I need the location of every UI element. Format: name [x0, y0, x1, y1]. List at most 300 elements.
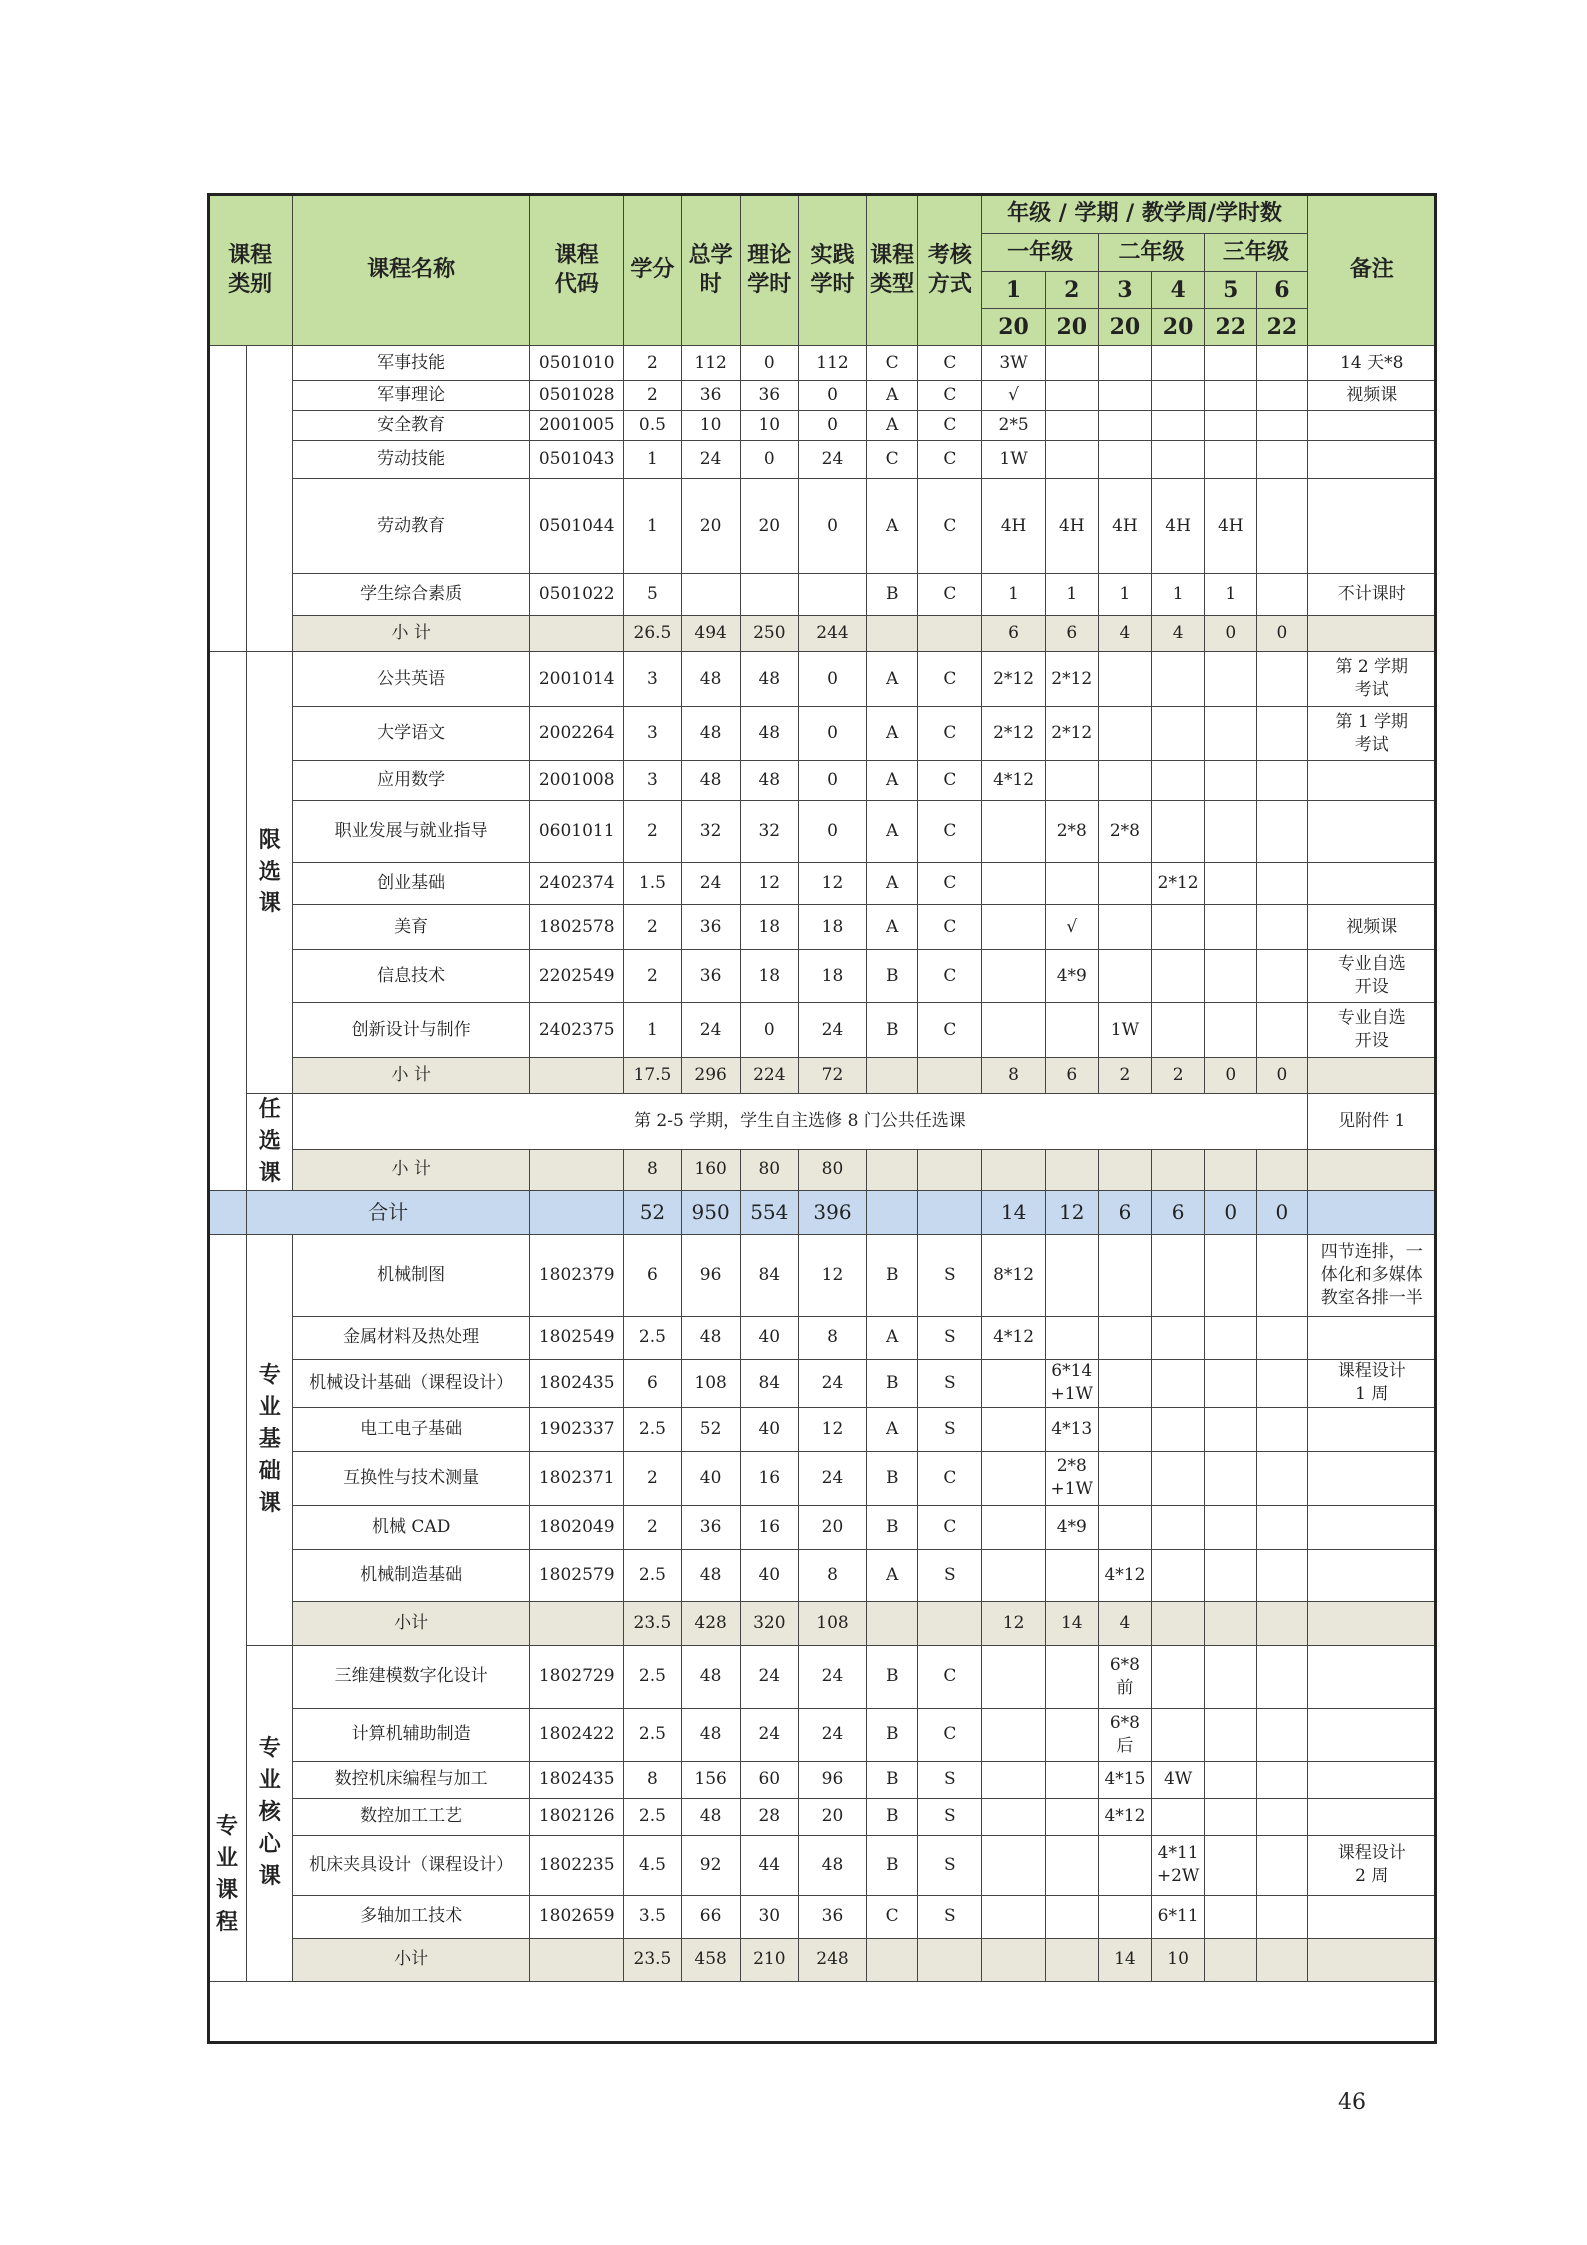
- table-cell: 18: [740, 905, 798, 950]
- table-cell: 4H: [982, 479, 1045, 574]
- table-cell: [1098, 381, 1151, 411]
- table-cell: 4.5: [624, 1835, 681, 1895]
- table-row: [208, 1645, 1437, 1708]
- table-cell: 专业自选 开设: [1307, 1003, 1437, 1058]
- table-cell: A: [867, 652, 918, 707]
- course-name: 数控加工工艺: [293, 1798, 530, 1835]
- table-cell: [1098, 1505, 1151, 1549]
- table-cell: √: [1045, 905, 1098, 950]
- course-name: 小计: [293, 1601, 530, 1645]
- table-cell: 52: [624, 1190, 681, 1234]
- table-cell: 8: [624, 1149, 681, 1190]
- table-row: [208, 1359, 1437, 1407]
- course-name: 计算机辅助制造: [293, 1708, 530, 1761]
- table-cell: 1W: [1098, 1003, 1151, 1058]
- table-cell: [1307, 479, 1437, 574]
- table-row: [208, 1895, 1437, 1938]
- table-cell: [1098, 761, 1151, 801]
- course-code: 1802549: [530, 1316, 624, 1359]
- table-cell: 第 2 学期 考试: [1307, 652, 1437, 707]
- table-cell: [982, 1451, 1045, 1505]
- table-cell: [1307, 1645, 1437, 1708]
- table-cell: [982, 1708, 1045, 1761]
- course-name: 机床夹具设计（课程设计）: [293, 1835, 530, 1895]
- table-cell: 6: [982, 616, 1045, 652]
- table-row: [208, 1798, 1437, 1835]
- table-cell: 0: [740, 346, 798, 381]
- table-cell: 320: [740, 1601, 798, 1645]
- course-name: 创新设计与制作: [293, 1003, 530, 1058]
- course-code: 2001008: [530, 761, 624, 801]
- table-cell: 8: [624, 1761, 681, 1798]
- table-cell: [1257, 905, 1307, 950]
- table-cell: 108: [798, 1601, 866, 1645]
- category-label-professional: 专 业 课 程: [208, 1234, 247, 1981]
- table-cell: 48: [681, 761, 740, 801]
- table-cell: [1045, 1234, 1098, 1316]
- table-cell: [1098, 1316, 1151, 1359]
- table-cell: [1205, 1359, 1257, 1407]
- table-cell: 0: [798, 707, 866, 761]
- table-cell: 4*15: [1098, 1761, 1151, 1798]
- table-cell: A: [867, 1407, 918, 1451]
- course-code: 2001014: [530, 652, 624, 707]
- table-cell: B: [867, 1708, 918, 1761]
- table-cell: 40: [740, 1549, 798, 1601]
- table-cell: [982, 801, 1045, 863]
- table-cell: 24: [798, 1645, 866, 1708]
- table-cell: [1257, 1451, 1307, 1505]
- header-semester-3: 3: [1098, 272, 1151, 309]
- table-cell: C: [918, 441, 982, 479]
- table-cell: [530, 1190, 624, 1234]
- table-cell: [1307, 761, 1437, 801]
- header-credit: 学分: [624, 194, 681, 346]
- table-cell: √: [982, 381, 1045, 411]
- table-cell: [1045, 1316, 1098, 1359]
- table-cell: [1045, 346, 1098, 381]
- table-cell: [1045, 411, 1098, 441]
- table-cell: 0: [1205, 616, 1257, 652]
- table-cell: [1307, 801, 1437, 863]
- table-cell: 554: [740, 1190, 798, 1234]
- course-code: 1902337: [530, 1407, 624, 1451]
- table-cell: [1307, 1505, 1437, 1549]
- table-cell: 18: [798, 905, 866, 950]
- table-cell: C: [918, 1505, 982, 1549]
- table-cell: 四节连排，一 体化和多媒体 教室各排一半: [1307, 1234, 1437, 1316]
- table-cell: 14: [1098, 1938, 1151, 1981]
- table-cell: 6: [1098, 1190, 1151, 1234]
- table-cell: 6: [624, 1234, 681, 1316]
- table-cell: 8: [798, 1316, 866, 1359]
- table-cell: [1152, 411, 1205, 441]
- course-name: 职业发展与就业指导: [293, 801, 530, 863]
- table-cell: 4: [1152, 616, 1205, 652]
- table-cell: [1307, 1938, 1437, 1981]
- table-cell: 14: [1045, 1601, 1098, 1645]
- table-cell: 0: [798, 411, 866, 441]
- table-row: [208, 950, 1437, 1003]
- table-cell: C: [918, 381, 982, 411]
- course-code: 2402374: [530, 863, 624, 905]
- table-cell: [982, 905, 1045, 950]
- table-cell: [1205, 652, 1257, 707]
- table-cell: [1307, 1708, 1437, 1761]
- table-row: [208, 905, 1437, 950]
- table-row: [208, 1835, 1437, 1895]
- table-row: [208, 652, 1437, 707]
- table-cell: [1045, 441, 1098, 479]
- table-row: [208, 1708, 1437, 1761]
- table-cell: A: [867, 479, 918, 574]
- course-name: 信息技术: [293, 950, 530, 1003]
- table-row: [208, 801, 1437, 863]
- course-name: 多轴加工技术: [293, 1895, 530, 1938]
- table-cell: [1307, 1601, 1437, 1645]
- table-cell: [1152, 905, 1205, 950]
- table-cell: [1257, 1895, 1307, 1938]
- table-cell: 6: [1152, 1190, 1205, 1234]
- header-exam-method: 考核 方式: [918, 194, 982, 346]
- header-weeks-semester-2: 20: [1045, 309, 1098, 346]
- table-cell: 24: [681, 863, 740, 905]
- course-code: 1802659: [530, 1895, 624, 1938]
- table-cell: 12: [798, 1407, 866, 1451]
- header-semester-4: 4: [1152, 272, 1205, 309]
- table-cell: 44: [740, 1835, 798, 1895]
- table-cell: 1: [1152, 574, 1205, 616]
- course-name: 电工电子基础: [293, 1407, 530, 1451]
- table-cell: 2*12: [1045, 652, 1098, 707]
- table-cell: 2: [624, 1451, 681, 1505]
- course-code: 1802371: [530, 1451, 624, 1505]
- category-cell-public-2: [208, 652, 247, 1094]
- table-cell: [982, 1895, 1045, 1938]
- table-cell: [1307, 1316, 1437, 1359]
- course-code: 2202549: [530, 950, 624, 1003]
- table-cell: 36: [681, 381, 740, 411]
- table-cell: [1205, 441, 1257, 479]
- table-cell: [918, 1601, 982, 1645]
- table-cell: [1045, 1645, 1098, 1708]
- table-cell: [1257, 1708, 1307, 1761]
- table-cell: [1098, 652, 1151, 707]
- course-name: 小 计: [293, 1149, 530, 1190]
- table-cell: 0: [1205, 1058, 1257, 1094]
- table-cell: B: [867, 1761, 918, 1798]
- table-cell: [1257, 1234, 1307, 1316]
- table-cell: 0: [1257, 1190, 1307, 1234]
- table-cell: 0: [1257, 1058, 1307, 1094]
- table-cell: 0: [1257, 616, 1307, 652]
- table-cell: 156: [681, 1761, 740, 1798]
- table-cell: 2: [1098, 1058, 1151, 1094]
- table-cell: [1098, 1149, 1151, 1190]
- table-cell: 1: [1098, 574, 1151, 616]
- group-label-limited-elective: 限 选 课: [247, 652, 293, 1094]
- header-weeks-semester-5: 22: [1205, 309, 1257, 346]
- course-name: 安全教育: [293, 411, 530, 441]
- course-name: 机械制图: [293, 1234, 530, 1316]
- table-cell: [1257, 1645, 1307, 1708]
- table-cell: 24: [681, 441, 740, 479]
- table-cell: [982, 1003, 1045, 1058]
- table-cell: 2*12: [982, 652, 1045, 707]
- table-cell: [798, 574, 866, 616]
- table-cell: 0.5: [624, 411, 681, 441]
- table-cell: [1257, 950, 1307, 1003]
- course-code: 1802422: [530, 1708, 624, 1761]
- table-cell: [740, 574, 798, 616]
- table-cell: A: [867, 863, 918, 905]
- table-cell: S: [918, 1798, 982, 1835]
- course-name: 劳动技能: [293, 441, 530, 479]
- table-cell: [1205, 1938, 1257, 1981]
- course-code: 2001005: [530, 411, 624, 441]
- table-cell: [1257, 1407, 1307, 1451]
- table-cell: [1257, 346, 1307, 381]
- course-code: 1802049: [530, 1505, 624, 1549]
- table-cell: 0: [798, 479, 866, 574]
- table-cell: B: [867, 574, 918, 616]
- table-cell: [1045, 381, 1098, 411]
- table-cell: [1257, 1505, 1307, 1549]
- table-cell: C: [918, 1708, 982, 1761]
- table-row: [208, 1407, 1437, 1451]
- table-cell: 1: [982, 574, 1045, 616]
- table-cell: B: [867, 1645, 918, 1708]
- table-cell: [1205, 1549, 1257, 1601]
- table-cell: [982, 1505, 1045, 1549]
- table-row: [208, 863, 1437, 905]
- table-cell: 458: [681, 1938, 740, 1981]
- table-cell: 210: [740, 1938, 798, 1981]
- table-cell: 48: [681, 1798, 740, 1835]
- header-course-code: 课程 代码: [530, 194, 624, 346]
- table-row: [208, 411, 1437, 441]
- table-cell: A: [867, 801, 918, 863]
- table-cell: [918, 1058, 982, 1094]
- course-code: 0501028: [530, 381, 624, 411]
- table-cell: 96: [798, 1761, 866, 1798]
- table-cell: [1098, 905, 1151, 950]
- table-cell: [982, 1938, 1045, 1981]
- table-cell: [1205, 1003, 1257, 1058]
- table-cell: [982, 950, 1045, 1003]
- table-cell: S: [918, 1316, 982, 1359]
- table-cell: 28: [740, 1798, 798, 1835]
- table-cell: 2: [624, 381, 681, 411]
- course-code: 1802729: [530, 1645, 624, 1708]
- table-cell: 10: [740, 411, 798, 441]
- table-cell: C: [918, 574, 982, 616]
- table-cell: A: [867, 381, 918, 411]
- table-cell: [1205, 1149, 1257, 1190]
- table-cell: [1152, 761, 1205, 801]
- table-cell: 6*8 前: [1098, 1645, 1151, 1708]
- table-cell: 8: [798, 1549, 866, 1601]
- table-cell: [1152, 1003, 1205, 1058]
- table-row: [208, 1505, 1437, 1549]
- table-cell: [1205, 1451, 1257, 1505]
- table-cell: 1.5: [624, 863, 681, 905]
- table-cell: [1152, 1505, 1205, 1549]
- table-cell: [1152, 1407, 1205, 1451]
- table-cell: 2*8 +1W: [1045, 1451, 1098, 1505]
- table-cell: [1205, 1505, 1257, 1549]
- table-cell: 48: [681, 1549, 740, 1601]
- table-cell: 第 1 学期 考试: [1307, 707, 1437, 761]
- course-name: 三维建模数字化设计: [293, 1645, 530, 1708]
- table-cell: C: [918, 950, 982, 1003]
- table-cell: 92: [681, 1835, 740, 1895]
- table-cell: 20: [798, 1798, 866, 1835]
- table-cell: 224: [740, 1058, 798, 1094]
- free-elective-row: [208, 1094, 1437, 1150]
- course-code: 0501022: [530, 574, 624, 616]
- header-course-type: 课程 类型: [867, 194, 918, 346]
- course-code: [530, 1058, 624, 1094]
- table-cell: [1257, 479, 1307, 574]
- table-cell: S: [918, 1549, 982, 1601]
- table-cell: 428: [681, 1601, 740, 1645]
- table-cell: [1152, 1798, 1205, 1835]
- table-cell: 6: [624, 1359, 681, 1407]
- table-cell: 48: [681, 1708, 740, 1761]
- table-cell: C: [918, 1645, 982, 1708]
- table-cell: [1205, 761, 1257, 801]
- table-row: [208, 441, 1437, 479]
- table-cell: 4*12: [1098, 1549, 1151, 1601]
- table-cell: 3: [624, 761, 681, 801]
- table-cell: [1098, 1895, 1151, 1938]
- table-cell: 4*12: [982, 1316, 1045, 1359]
- header-weeks-semester-6: 22: [1257, 309, 1307, 346]
- table-row: [208, 707, 1437, 761]
- table-cell: 60: [740, 1761, 798, 1798]
- group-cell-public-required: [247, 346, 293, 652]
- table-cell: C: [918, 1003, 982, 1058]
- table-cell: [918, 1149, 982, 1190]
- table-cell: 32: [681, 801, 740, 863]
- table-cell: [681, 574, 740, 616]
- course-name: 劳动教育: [293, 479, 530, 574]
- table-cell: 4*11 +2W: [1152, 1835, 1205, 1895]
- table-cell: [1205, 863, 1257, 905]
- curriculum-table: [207, 193, 1437, 1982]
- table-cell: [1205, 1798, 1257, 1835]
- group-label-free-elective: 任 选 课: [247, 1094, 293, 1191]
- course-name: 小计: [293, 1938, 530, 1981]
- course-name: 公共英语: [293, 652, 530, 707]
- course-name: 美育: [293, 905, 530, 950]
- course-name: 小 计: [293, 1058, 530, 1094]
- course-name: 小 计: [293, 616, 530, 652]
- table-cell: [1098, 1451, 1151, 1505]
- table-row: [208, 381, 1437, 411]
- course-code: 1802379: [530, 1234, 624, 1316]
- table-cell: 12: [798, 1234, 866, 1316]
- table-cell: S: [918, 1359, 982, 1407]
- table-cell: A: [867, 905, 918, 950]
- table-cell: 2*8: [1045, 801, 1098, 863]
- table-cell: [1045, 1895, 1098, 1938]
- table-cell: [1257, 1601, 1307, 1645]
- table-cell: S: [918, 1835, 982, 1895]
- course-code: 1802579: [530, 1549, 624, 1601]
- table-cell: 4*9: [1045, 1505, 1098, 1549]
- table-cell: [1257, 1549, 1307, 1601]
- header-weeks-semester-4: 20: [1152, 309, 1205, 346]
- header-practice-hours: 实践 学时: [798, 194, 866, 346]
- table-cell: 2.5: [624, 1645, 681, 1708]
- table-cell: [1257, 1761, 1307, 1798]
- table-cell: 3: [624, 652, 681, 707]
- table-cell: 1: [1205, 574, 1257, 616]
- table-cell: [1307, 1407, 1437, 1451]
- table-cell: 4: [1098, 616, 1151, 652]
- table-cell: 2: [624, 905, 681, 950]
- table-cell: 20: [681, 479, 740, 574]
- table-cell: C: [867, 1895, 918, 1938]
- table-cell: [1205, 411, 1257, 441]
- table-cell: 4H: [1045, 479, 1098, 574]
- table-cell: [1045, 1938, 1098, 1981]
- course-code: 0501043: [530, 441, 624, 479]
- table-cell: C: [918, 346, 982, 381]
- table-cell: [1045, 1761, 1098, 1798]
- category-cell-public: [208, 346, 247, 652]
- table-row: [208, 761, 1437, 801]
- table-cell: 18: [740, 950, 798, 1003]
- table-cell: [1257, 652, 1307, 707]
- table-cell: 2: [624, 950, 681, 1003]
- course-name: 军事理论: [293, 381, 530, 411]
- table-cell: B: [867, 1505, 918, 1549]
- table-cell: 6*8 后: [1098, 1708, 1151, 1761]
- table-cell: 23.5: [624, 1938, 681, 1981]
- table-cell: 48: [740, 707, 798, 761]
- table-cell: [1307, 1149, 1437, 1190]
- table-cell: [1205, 950, 1257, 1003]
- table-cell: 36: [681, 950, 740, 1003]
- table-cell: 48: [740, 761, 798, 801]
- table-cell: 84: [740, 1234, 798, 1316]
- header-semester-6: 6: [1257, 272, 1307, 309]
- table-cell: B: [867, 950, 918, 1003]
- course-code: [530, 1601, 624, 1645]
- table-cell: 2: [624, 801, 681, 863]
- table-cell: S: [918, 1761, 982, 1798]
- table-cell: [1257, 1316, 1307, 1359]
- table-cell: [1307, 1761, 1437, 1798]
- table-cell: 248: [798, 1938, 866, 1981]
- table-cell: 48: [681, 1645, 740, 1708]
- table-cell: 84: [740, 1359, 798, 1407]
- course-name: 互换性与技术测量: [293, 1451, 530, 1505]
- table-row: [208, 1549, 1437, 1601]
- table-cell: [1152, 1234, 1205, 1316]
- table-cell: 0: [798, 801, 866, 863]
- table-cell: [1045, 1835, 1098, 1895]
- course-code: [530, 616, 624, 652]
- table-cell: 20: [798, 1505, 866, 1549]
- header-remark: 备注: [1307, 194, 1437, 346]
- table-cell: 48: [798, 1835, 866, 1895]
- table-cell: [1307, 441, 1437, 479]
- category-cell-public-4: [208, 1190, 247, 1234]
